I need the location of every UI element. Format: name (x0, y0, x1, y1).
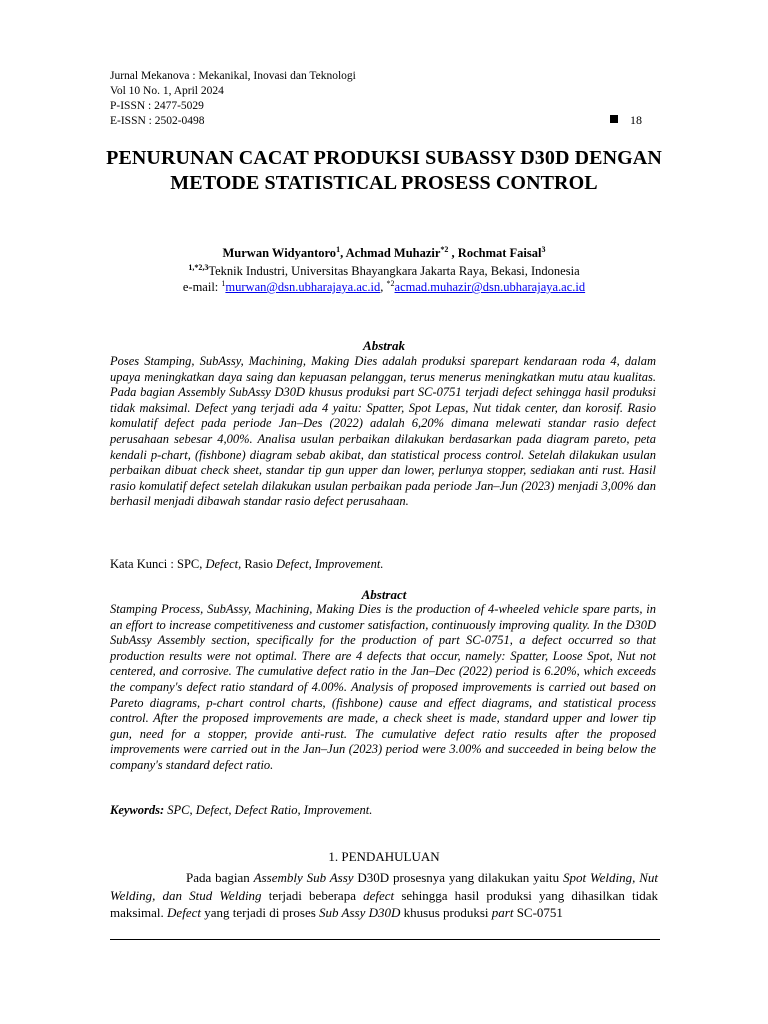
body-italic: defect (363, 887, 395, 903)
email-1-sup: 1 (221, 279, 226, 288)
body-text: Pada bagian (186, 870, 254, 885)
email-line (90, 280, 678, 295)
body-italic: Assembly Sub Assy (253, 870, 354, 885)
journal-name: Jurnal Mekanova : Mekanikal, Inovasi dan Teknologi (110, 70, 356, 82)
email-sep: , (380, 280, 387, 294)
body-text: yang terjadi di proses (200, 905, 320, 920)
section-heading: 1. PENDAHULUAN (328, 849, 440, 864)
body-text: terjadi beberapa (261, 887, 364, 903)
abstract-heading: Abstract (361, 587, 407, 602)
body-paragraph (110, 869, 658, 922)
author-sep: , (340, 246, 346, 260)
kata-kunci-term: Rasio (241, 557, 276, 571)
author-sep: , (448, 246, 458, 260)
author-2: Achmad Muhazir (345, 246, 441, 260)
journal-eissn: E-ISSN : 2502-0498 (110, 115, 205, 127)
author-1-sup: 1 (336, 245, 341, 254)
kata-kunci (110, 557, 656, 572)
email-link-1[interactable]: murwan@dsn.ubharajaya.ac.id (225, 280, 381, 294)
body-text: khusus produksi (400, 905, 492, 920)
email-link-2[interactable]: acmad.muhazir@dsn.ubharajaya.ac.id (394, 280, 586, 294)
page-number-text: 18 (630, 113, 642, 127)
abstrak-heading: Abstrak (363, 338, 405, 353)
body-text: SC-0751 (513, 905, 563, 920)
journal-header (110, 69, 356, 129)
affiliation-text: Teknik Industri, Universitas Bhayangkara Jakarta Raya, Bekasi, Indonesia (208, 264, 580, 278)
keywords-label: Keywords: (110, 803, 165, 817)
author-2-sup: *2 (440, 245, 449, 254)
paper-title: PENURUNAN CACAT PRODUKSI SUBASSY D30D DENGAN METODE STATISTICAL PROSESS CONTROL (106, 147, 662, 194)
kata-kunci-label: Kata Kunci : SPC, (110, 557, 206, 571)
page-number (610, 113, 642, 128)
footer-rule (110, 939, 660, 940)
body-italic: Defect (167, 905, 201, 920)
journal-pissn: P-ISSN : 2477-5029 (110, 100, 204, 112)
abstract-text: Stamping Process, SubAssy, Machining, Making Dies is the production of 4-wheeled vehicle spare parts, in an effort to increase competitiveness and customer satisfaction, continuously improving quality. In the D30D SubAssy Assembly section, specifically for the production of part SC-0751, a defect occurred so that production results were not optimal. There are 4 defects that occur, namely: Spatter, Loose Spot, Nut not centered, and corrosive. The cumulative defect ratio in the Jan–Dec (2022) period is 6.20%, which exceeds the company's defect ratio standard of 4.00%. Analysis of proposed improvements is carried out based on Pareto diagrams, p-chart control charts, (fishbone) cause and effect diagrams, and statistical process control. After the proposed improvements are made, a check sheet is made, standard upper and lower tip gun, need for a stopper, provide anti-rust. The cumulative defect ratio results after the proposed improvements were carried out in the Jan–Jun (2023) period were 3.00% and succeeded in being below the company's standard defect ratio. (110, 602, 656, 772)
kata-kunci-term: Defect, Improvement. (275, 557, 384, 571)
journal-volume: Vol 10 No. 1, April 2024 (110, 85, 224, 97)
author-3: Rochmat Faisal (457, 246, 542, 260)
body-italic: Sub Assy D30D (319, 905, 401, 920)
affiliation (90, 264, 678, 279)
author-3-sup: 3 (541, 245, 546, 254)
email-2-sup: *2 (386, 279, 395, 288)
body-text: sehingga hasil produksi yang dihasilkan tidak maksimal. (110, 887, 659, 920)
body-italic: Spot Welding, Nut Welding, dan Stud Welding (110, 870, 659, 903)
kata-kunci-term: Defect, (205, 557, 242, 571)
square-bullet-icon (610, 115, 618, 123)
author-1: Murwan Widyantoro (222, 246, 337, 260)
abstrak-text: Poses Stamping, SubAssy, Machining, Making Dies adalah produksi sparepart kendaraan roda 4, dalam upaya meningkatkan daya saing dan kepuasan pelanggan, terus menerus meningkatkan mutu atau kualitas. Pada bagian Assembly SubAssy D30D khusus produksi part SC-0751 terjadi defect sehingga hasil produksi tidak maksimal. Defect yang terjadi ada 4 yaitu: Spatter, Spot Lepas, Nut tidak center, dan korosif. Rasio komulatif defect pada periode Jan–Des (2022) adalah 6,20% dimana melewati standar rasio defect perusahaan sebesar 4,00%. Analisa usulan perbaikan dilakukan berdasarkan pada diagram pareto, peta kendali p-chart, (fishbone) diagram sebab akibat, dan statistical process control. Setelah dilakukan usulan perbaikan dibuat check sheet, standar tip gun upper dan lower, perlunya stopper, sediakan anti rust. Hasil rasio komulatif defect setelah dilakukan usulan perbaikan pada periode Jan–Jun (2023) menjadi 3,00% dan berhasil menjadi dibawah standar rasio defect perusahaan. (110, 354, 656, 509)
author-list (90, 246, 678, 261)
keywords-text: SPC, Defect, Defect Ratio, Improvement. (164, 803, 373, 817)
keywords (110, 803, 656, 818)
email-label: e-mail: (182, 280, 222, 294)
affiliation-sup: 1,*2,3 (188, 263, 209, 272)
body-text: D30D prosesnya yang dilakukan yaitu (353, 870, 564, 885)
body-italic: part (491, 905, 514, 920)
